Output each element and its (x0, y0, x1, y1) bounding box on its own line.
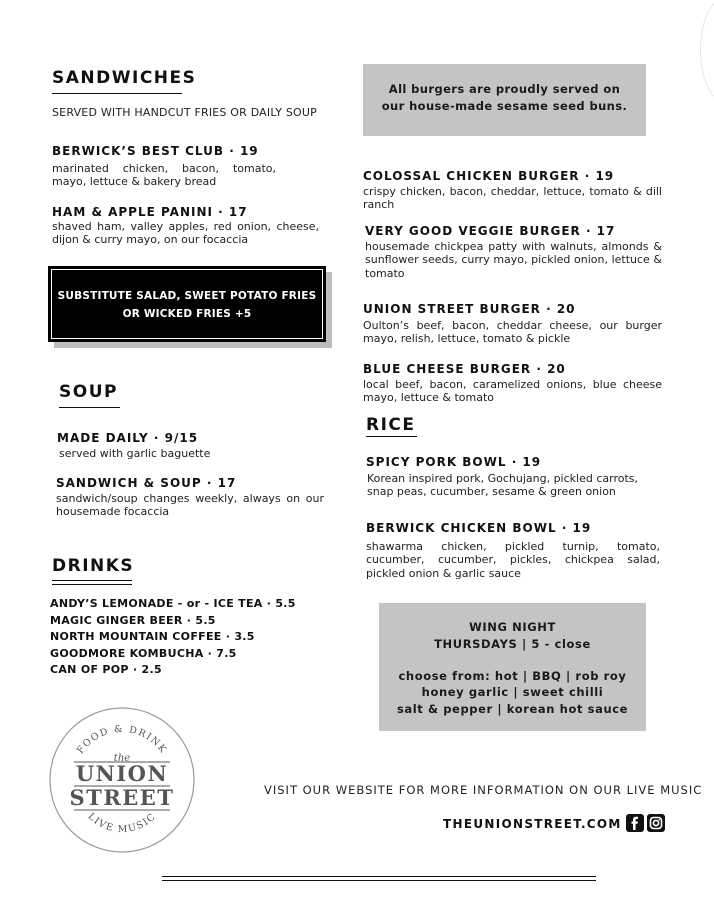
sandwiches-title: SANDWICHES (52, 68, 197, 88)
menu-item-desc: served with garlic baguette (59, 447, 211, 460)
wing-night-time: THURSDAYS | 5 - close (434, 637, 591, 651)
drinks-title: DRINKS (52, 556, 135, 576)
wing-night-box (379, 603, 646, 731)
substitute-box-frame (51, 269, 323, 339)
menu-item-name: BLUE CHEESE BURGER · 20 (363, 362, 566, 376)
svg-text:FOOD & DRINK (75, 724, 169, 756)
menu-item-desc: crispy chicken, bacon, cheddar, lettuce, tomato & dill ranch (363, 185, 662, 212)
burger-bun-note-line-1: All burgers are proudly served on (388, 82, 621, 96)
facebook-icon[interactable] (626, 814, 644, 832)
sandwiches-title-rule (52, 93, 182, 94)
drink-item: CAN OF POP · 2.5 (50, 663, 162, 676)
menu-item-desc: local beef, bacon, caramelized onions, blue cheese mayo, lettuce & tomato (363, 378, 662, 405)
rice-title: RICE (366, 415, 416, 435)
svg-text:LIVE MUSIC (86, 811, 159, 835)
soup-title-rule (59, 407, 120, 408)
page-edge-decoration (700, 0, 714, 100)
wing-night-flavours-3: salt & pepper | korean hot sauce (396, 702, 629, 716)
drink-item: NORTH MOUNTAIN COFFEE · 3.5 (50, 630, 255, 643)
burger-bun-note-box (363, 64, 646, 136)
rice-title-rule (366, 436, 417, 437)
drinks-title-rule-2 (52, 584, 132, 585)
substitute-box (48, 266, 326, 342)
drink-item: MAGIC GINGER BEER · 5.5 (50, 613, 216, 627)
menu-item-desc: sandwich/soup changes weekly, always on our housemade focaccia (56, 492, 324, 519)
logo-street: STREET (69, 785, 175, 810)
menu-item-desc: marinated chicken, bacon, tomato, mayo, lettuce & bakery bread (52, 162, 276, 189)
drink-item: GOODMORE KOMBUCHA · 7.5 (50, 646, 237, 660)
footer-rule-bottom (162, 880, 596, 881)
menu-item-desc: shaved ham, valley apples, red onion, cheese, dijon & curry mayo, on our focaccia (52, 220, 319, 247)
wing-night-flavours-1: choose from: hot | BBQ | rob roy (398, 669, 627, 683)
menu-item-desc: Korean inspired pork, Gochujang, pickled carrots, snap peas, cucumber, sesame & green onion (367, 472, 638, 499)
footer-rule-top (162, 876, 596, 877)
menu-item-name: VERY GOOD VEGGIE BURGER · 17 (365, 224, 616, 238)
menu-item-name: BERWICK’S BEST CLUB · 19 (52, 144, 259, 158)
soup-title: SOUP (59, 382, 118, 402)
menu-item-desc: Oulton’s beef, bacon, cheddar cheese, our burger mayo, relish, lettuce, tomato & pickle (363, 319, 662, 346)
drinks-list (50, 596, 296, 679)
wing-night-title: WING NIGHT (469, 620, 556, 634)
website-link[interactable]: THEUNIONSTREET.COM (443, 817, 622, 831)
substitute-line-1: SUBSTITUTE SALAD, SWEET POTATO FRIES (57, 290, 317, 302)
union-street-logo (48, 706, 196, 854)
drink-item: ANDY’S LEMONADE - or - ICE TEA · 5.5 (50, 597, 296, 610)
menu-item-name: SPICY PORK BOWL · 19 (366, 455, 542, 469)
menu-item-name: COLOSSAL CHICKEN BURGER · 19 (363, 169, 615, 183)
live-music-info: VISIT OUR WEBSITE FOR MORE INFORMATION ON OUR LIVE MUSIC (264, 783, 703, 797)
menu-item-name: HAM & APPLE PANINI · 17 (52, 205, 248, 219)
sandwiches-subtitle: SERVED WITH HANDCUT FRIES OR DAILY SOUP (52, 106, 317, 119)
substitute-line-2: OR WICKED FRIES +5 (122, 308, 252, 320)
menu-item-desc: shawarma chicken, pickled turnip, tomato, cucumber, cucumber, pickles, chickpea salad, pickled onion & garlic sauce (366, 540, 660, 580)
menu-item-desc: housemade chickpea patty with walnuts, almonds & sunflower seeds, curry mayo, pickled onion, lettuce & tomato (365, 240, 662, 280)
logo-union: UNION (75, 761, 169, 786)
menu-item-name: UNION STREET BURGER · 20 (363, 302, 576, 316)
menu-item-name: SANDWICH & SOUP · 17 (56, 476, 237, 490)
menu-item-name: BERWICK CHICKEN BOWL · 19 (366, 521, 592, 535)
menu-item-name: MADE DAILY · 9/15 (57, 431, 199, 445)
logo-bottom-arc: LIVE MUSIC (85, 810, 159, 836)
burger-bun-note-line-2: our house-made sesame seed buns. (381, 99, 628, 113)
drinks-title-rule (52, 580, 132, 581)
logo-the: the (113, 753, 131, 764)
wing-night-flavours-2: honey garlic | sweet chilli (421, 685, 604, 699)
instagram-icon[interactable] (647, 814, 665, 832)
logo-top-arc: FOOD & DRINK (74, 723, 170, 756)
